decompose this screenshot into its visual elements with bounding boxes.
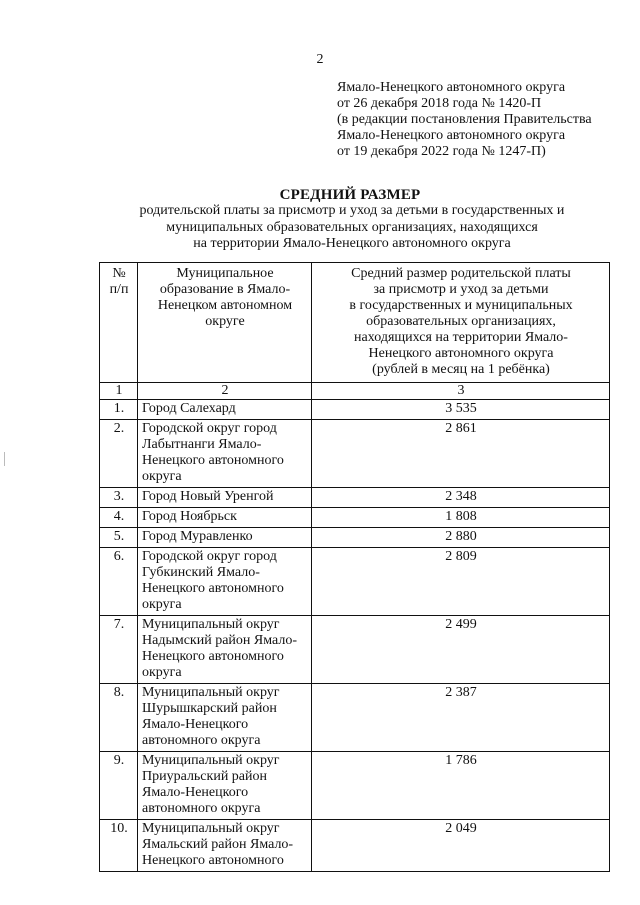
header-text: № [112, 266, 126, 281]
header-text: находящихся на территории Ямало- [354, 330, 568, 345]
header-line: Ямало-Ненецкого автономного округа [337, 128, 566, 143]
subtitle-line: на территории Ямало-Ненецкого автономного округа [193, 236, 511, 251]
row-number: 1. [100, 400, 138, 420]
municipality-name-line: Лабытнанги Ямало- [142, 437, 262, 452]
municipality-name-line: Город Новый Уренгой [142, 489, 274, 504]
row-number: 2. [100, 420, 138, 488]
document-title: СРЕДНИЙ РАЗМЕР [279, 187, 421, 203]
municipality-name-line: Город Салехард [142, 401, 236, 416]
header-text: за присмотр и уход за детьми [373, 282, 549, 297]
municipality-name [138, 488, 312, 508]
municipality-name [138, 752, 312, 820]
municipality-name-line: Ненецкого автономного [142, 649, 284, 664]
municipality-name-line: Муниципальный округ [142, 617, 280, 632]
average-fee-value: 3 535 [312, 400, 610, 420]
fee-table [99, 262, 610, 872]
table-row [100, 820, 610, 872]
average-fee-value: 2 049 [312, 820, 610, 872]
municipality-name [138, 616, 312, 684]
average-fee-value: 2 387 [312, 684, 610, 752]
subtitle-line: родительской платы за присмотр и уход за детьми в государственных и [139, 203, 565, 218]
header-line: (в редакции постановления Правительства [337, 112, 592, 127]
municipality-name-line: Ямальский район Ямало- [142, 837, 294, 852]
header-text: образовательных организациях, [366, 314, 556, 329]
table-row [100, 488, 610, 508]
municipality-name-line: Городской округ город [142, 549, 277, 564]
header-block [337, 80, 592, 160]
municipality-name-line: Город Ноябрьск [142, 509, 237, 524]
row-number: 4. [100, 508, 138, 528]
municipality-name-line: Приуральский район [142, 769, 268, 784]
column-number: 1 [100, 383, 138, 400]
municipality-name-line: Шурышкарский район [142, 701, 277, 716]
municipality-name-line: округа [142, 597, 182, 612]
municipality-name-line: округа [142, 665, 182, 680]
column-number: 3 [312, 383, 610, 400]
municipality-name-line: автономного округа [142, 733, 261, 748]
municipality-name-line: Ямало-Ненецкого [142, 785, 249, 800]
municipality-name-line: Губкинский Ямало- [142, 565, 260, 580]
municipality-name-line: округа [142, 469, 182, 484]
table-header-row [100, 263, 610, 383]
municipality-name-line: Ненецкого автономного [142, 581, 284, 596]
municipality-name-line: Муниципальный округ [142, 753, 280, 768]
row-number: 10. [100, 820, 138, 872]
document-subtitle [0, 203, 640, 253]
municipality-name [138, 528, 312, 548]
municipality-name [138, 508, 312, 528]
municipality-name-line: Город Муравленко [142, 529, 253, 544]
subtitle-line: муниципальных образовательных организациях, находящихся [166, 219, 538, 235]
header-text: Муниципальное [176, 266, 274, 281]
table-row [100, 420, 610, 488]
average-fee-value: 2 880 [312, 528, 610, 548]
table-row [100, 616, 610, 684]
column-number-row [100, 383, 610, 400]
row-number: 3. [100, 488, 138, 508]
municipality-name-line: Ненецкого автономного [142, 853, 284, 868]
page-number: 2 [316, 52, 324, 67]
municipality-name-line: Ямало-Ненецкого [142, 717, 249, 732]
header-text: Средний размер родительской платы [351, 266, 571, 281]
header-text: Ненецком автономном [157, 298, 293, 313]
header-line: от 26 декабря 2018 года № 1420-П [337, 96, 542, 111]
municipality-name-line: Ненецкого автономного [142, 453, 284, 468]
table-row [100, 752, 610, 820]
row-number: 6. [100, 548, 138, 616]
average-fee-value: 2 861 [312, 420, 610, 488]
header-text: образование в Ямало- [159, 282, 291, 297]
table-row [100, 684, 610, 752]
municipality-name-line: Муниципальный округ [142, 685, 280, 700]
header-text: округе [205, 314, 245, 329]
municipality-name [138, 548, 312, 616]
header-value-cell [312, 263, 610, 383]
header-num-cell [100, 263, 138, 383]
header-text: п/п [109, 282, 129, 297]
municipality-name [138, 684, 312, 752]
municipality-name-line: Муниципальный округ [142, 821, 280, 836]
municipality-name [138, 820, 312, 872]
table-row [100, 548, 610, 616]
table-row [100, 528, 610, 548]
margin-mark [4, 452, 5, 466]
header-name-cell [138, 263, 312, 383]
header-text: (рублей в месяц на 1 ребёнка) [372, 362, 550, 377]
table-row [100, 400, 610, 420]
header-text: Ненецкого автономного округа [368, 346, 554, 361]
municipality-name [138, 420, 312, 488]
municipality-name [138, 400, 312, 420]
row-number: 9. [100, 752, 138, 820]
header-line: Ямало-Ненецкого автономного округа [337, 80, 566, 95]
municipality-name-line: автономного округа [142, 801, 261, 816]
average-fee-value: 2 809 [312, 548, 610, 616]
average-fee-value: 2 499 [312, 616, 610, 684]
row-number: 5. [100, 528, 138, 548]
average-fee-value: 2 348 [312, 488, 610, 508]
column-number: 2 [138, 383, 312, 400]
header-line: от 19 декабря 2022 года № 1247-П) [337, 144, 546, 159]
municipality-name-line: Городской округ город [142, 421, 277, 436]
row-number: 7. [100, 616, 138, 684]
row-number: 8. [100, 684, 138, 752]
table-row [100, 508, 610, 528]
average-fee-value: 1 786 [312, 752, 610, 820]
header-text: в государственных и муниципальных [349, 298, 573, 313]
average-fee-value: 1 808 [312, 508, 610, 528]
municipality-name-line: Надымский район Ямало- [142, 633, 297, 648]
